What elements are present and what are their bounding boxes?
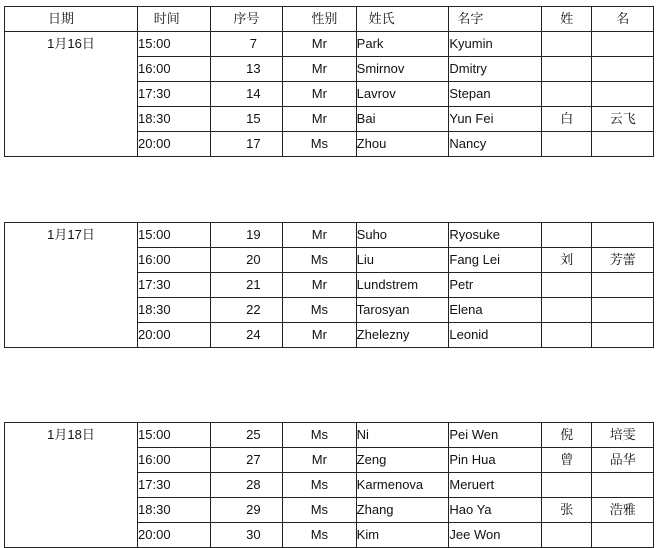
given-name-cell: Yun Fei <box>449 107 542 132</box>
number-cell: 17 <box>210 132 283 157</box>
cn-given-name-cell: 品华 <box>592 448 654 473</box>
number-cell: 27 <box>210 448 283 473</box>
cn-surname-cell: 张 <box>542 498 592 523</box>
cn-surname-cell <box>542 132 592 157</box>
given-name-cell: Nancy <box>449 132 542 157</box>
surname-cell: Zhou <box>356 132 449 157</box>
header-row <box>5 7 654 32</box>
number-cell: 24 <box>210 323 283 348</box>
cn-surname-cell <box>542 323 592 348</box>
number-cell: 25 <box>210 423 283 448</box>
header-time: 时间 <box>138 7 211 32</box>
given-name-cell: Ryosuke <box>449 223 542 248</box>
gender-cell: Ms <box>283 132 357 157</box>
gender-cell: Mr <box>283 107 357 132</box>
cn-given-name-cell <box>592 223 654 248</box>
number-cell: 28 <box>210 473 283 498</box>
gender-cell: Ms <box>283 423 357 448</box>
time-cell: 18:30 <box>138 298 211 323</box>
gender-cell: Ms <box>283 523 357 548</box>
time-cell: 17:30 <box>138 473 211 498</box>
header-given-name: 名字 <box>449 7 542 32</box>
cn-surname-cell: 倪 <box>542 423 592 448</box>
table-row <box>5 423 654 448</box>
gender-cell: Mr <box>283 448 357 473</box>
given-name-cell: Jee Won <box>449 523 542 548</box>
day-2-rows <box>5 223 654 348</box>
header-date: 日期 <box>5 7 138 32</box>
table-row <box>5 32 654 57</box>
surname-cell: Karmenova <box>356 473 449 498</box>
gender-cell: Mr <box>283 32 357 57</box>
given-name-cell: Hao Ya <box>449 498 542 523</box>
time-cell: 20:00 <box>138 132 211 157</box>
date-cell: 1月16日 <box>5 32 138 157</box>
cn-given-name-cell <box>592 82 654 107</box>
surname-cell: Kim <box>356 523 449 548</box>
number-cell: 30 <box>210 523 283 548</box>
time-cell: 15:00 <box>138 223 211 248</box>
cn-given-name-cell: 芳蕾 <box>592 248 654 273</box>
gender-cell: Ms <box>283 298 357 323</box>
time-cell: 16:00 <box>138 448 211 473</box>
number-cell: 15 <box>210 107 283 132</box>
header-surname: 姓氏 <box>356 7 449 32</box>
schedule-table-day-3 <box>4 422 654 548</box>
cn-surname-cell <box>542 223 592 248</box>
cn-given-name-cell <box>592 273 654 298</box>
cn-given-name-cell: 云飞 <box>592 107 654 132</box>
cn-given-name-cell <box>592 523 654 548</box>
number-cell: 19 <box>210 223 283 248</box>
time-cell: 20:00 <box>138 323 211 348</box>
given-name-cell: Petr <box>449 273 542 298</box>
surname-cell: Lundstrem <box>356 273 449 298</box>
cn-given-name-cell: 培雯 <box>592 423 654 448</box>
number-cell: 13 <box>210 57 283 82</box>
surname-cell: Ni <box>356 423 449 448</box>
day-3-rows <box>5 423 654 548</box>
surname-cell: Liu <box>356 248 449 273</box>
cn-surname-cell: 白 <box>542 107 592 132</box>
schedule-table-day-1 <box>4 6 654 157</box>
gender-cell: Mr <box>283 223 357 248</box>
number-cell: 29 <box>210 498 283 523</box>
number-cell: 14 <box>210 82 283 107</box>
gender-cell: Mr <box>283 82 357 107</box>
cn-surname-cell: 曾 <box>542 448 592 473</box>
number-cell: 20 <box>210 248 283 273</box>
cn-surname-cell <box>542 273 592 298</box>
gender-cell: Mr <box>283 57 357 82</box>
cn-surname-cell <box>542 298 592 323</box>
surname-cell: Zhelezny <box>356 323 449 348</box>
cn-surname-cell <box>542 57 592 82</box>
given-name-cell: Kyumin <box>449 32 542 57</box>
time-cell: 18:30 <box>138 107 211 132</box>
cn-given-name-cell <box>592 132 654 157</box>
cn-given-name-cell <box>592 32 654 57</box>
given-name-cell: Pei Wen <box>449 423 542 448</box>
given-name-cell: Leonid <box>449 323 542 348</box>
surname-cell: Park <box>356 32 449 57</box>
time-cell: 18:30 <box>138 498 211 523</box>
cn-surname-cell <box>542 473 592 498</box>
cn-given-name-cell <box>592 298 654 323</box>
surname-cell: Suho <box>356 223 449 248</box>
surname-cell: Zhang <box>356 498 449 523</box>
schedule-table-day-2 <box>4 222 654 348</box>
gender-cell: Ms <box>283 498 357 523</box>
header-number: 序号 <box>210 7 283 32</box>
time-cell: 16:00 <box>138 57 211 82</box>
date-cell: 1月18日 <box>5 423 138 548</box>
cn-surname-cell <box>542 523 592 548</box>
cn-surname-cell <box>542 32 592 57</box>
surname-cell: Bai <box>356 107 449 132</box>
given-name-cell: Elena <box>449 298 542 323</box>
given-name-cell: Dmitry <box>449 57 542 82</box>
cn-given-name-cell: 浩雅 <box>592 498 654 523</box>
header-cn-given-name: 名 <box>592 7 654 32</box>
time-cell: 17:30 <box>138 273 211 298</box>
time-cell: 20:00 <box>138 523 211 548</box>
time-cell: 15:00 <box>138 423 211 448</box>
time-cell: 15:00 <box>138 32 211 57</box>
cn-surname-cell: 刘 <box>542 248 592 273</box>
date-cell: 1月17日 <box>5 223 138 348</box>
day-1-rows <box>5 32 654 157</box>
given-name-cell: Stepan <box>449 82 542 107</box>
given-name-cell: Meruert <box>449 473 542 498</box>
gender-cell: Mr <box>283 273 357 298</box>
gender-cell: Ms <box>283 473 357 498</box>
given-name-cell: Fang Lei <box>449 248 542 273</box>
table-row <box>5 223 654 248</box>
given-name-cell: Pin Hua <box>449 448 542 473</box>
number-cell: 7 <box>210 32 283 57</box>
gender-cell: Mr <box>283 323 357 348</box>
header-gender: 性别 <box>283 7 357 32</box>
cn-surname-cell <box>542 82 592 107</box>
gender-cell: Ms <box>283 248 357 273</box>
time-cell: 17:30 <box>138 82 211 107</box>
cn-given-name-cell <box>592 323 654 348</box>
number-cell: 21 <box>210 273 283 298</box>
time-cell: 16:00 <box>138 248 211 273</box>
surname-cell: Lavrov <box>356 82 449 107</box>
cn-given-name-cell <box>592 57 654 82</box>
number-cell: 22 <box>210 298 283 323</box>
surname-cell: Smirnov <box>356 57 449 82</box>
header-cn-surname: 姓 <box>542 7 592 32</box>
surname-cell: Zeng <box>356 448 449 473</box>
surname-cell: Tarosyan <box>356 298 449 323</box>
cn-given-name-cell <box>592 473 654 498</box>
